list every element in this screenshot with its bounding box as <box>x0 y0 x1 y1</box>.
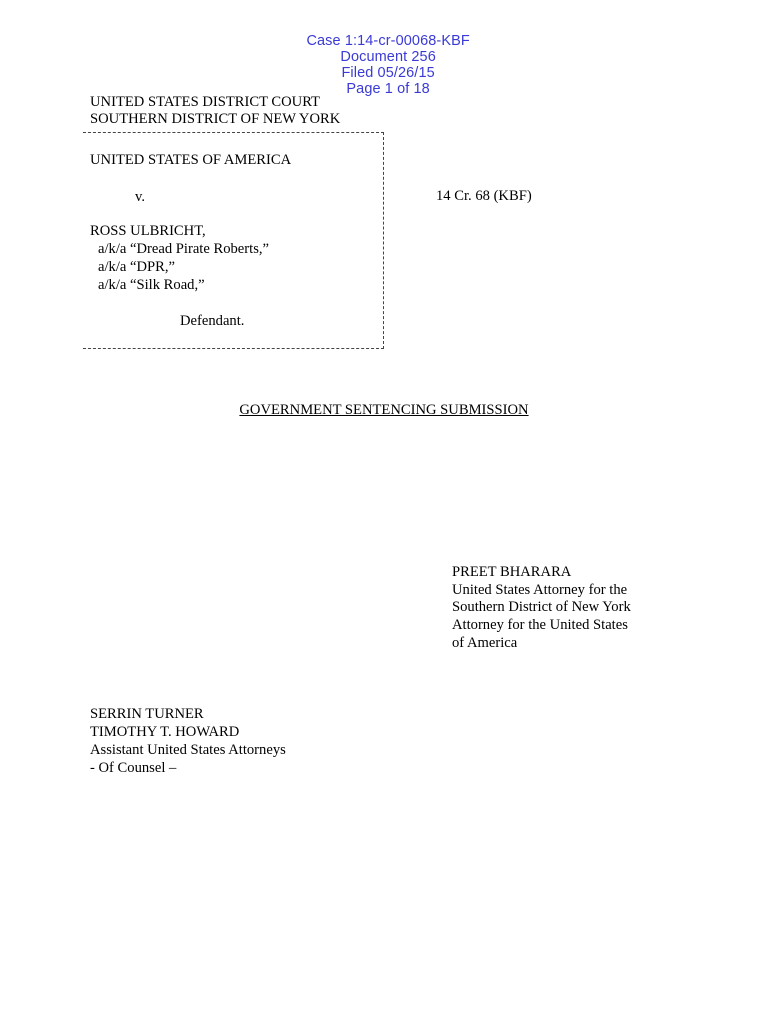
defendant-alias-3: a/k/a “Silk Road,” <box>98 277 205 293</box>
document-number-header: Document 256 <box>340 49 436 65</box>
court-name-line1: UNITED STATES DISTRICT COURT <box>90 94 320 110</box>
signatory-title-line4: of America <box>452 635 518 651</box>
versus-label: v. <box>135 189 145 205</box>
case-number-header: Case 1:14-cr-00068-KBF <box>306 33 470 49</box>
court-name-line2: SOUTHERN DISTRICT OF NEW YORK <box>90 111 341 127</box>
counsel-name-2: TIMOTHY T. HOWARD <box>90 724 240 740</box>
counsel-name-1: SERRIN TURNER <box>90 706 204 722</box>
defendant-alias-1: a/k/a “Dread Pirate Roberts,” <box>98 241 269 257</box>
signatory-name: PREET BHARARA <box>452 564 572 580</box>
filed-date-header: Filed 05/26/15 <box>341 65 435 81</box>
signatory-title-line2: Southern District of New York <box>452 599 631 615</box>
of-counsel-label: - Of Counsel – <box>90 760 177 776</box>
page-number-header: Page 1 of 18 <box>346 81 430 97</box>
defendant-label: Defendant. <box>180 313 245 329</box>
defendant-alias-2: a/k/a “DPR,” <box>98 259 176 275</box>
signatory-title-line1: United States Attorney for the <box>452 582 628 598</box>
case-docket-number: 14 Cr. 68 (KBF) <box>436 188 532 204</box>
plaintiff-name: UNITED STATES OF AMERICA <box>90 152 292 168</box>
defendant-name: ROSS ULBRICHT, <box>90 223 206 239</box>
ecf-filing-header <box>0 17 768 97</box>
counsel-title: Assistant United States Attorneys <box>90 742 286 758</box>
document-title: GOVERNMENT SENTENCING SUBMISSION <box>239 402 529 418</box>
signatory-title-line3: Attorney for the United States <box>452 617 628 633</box>
